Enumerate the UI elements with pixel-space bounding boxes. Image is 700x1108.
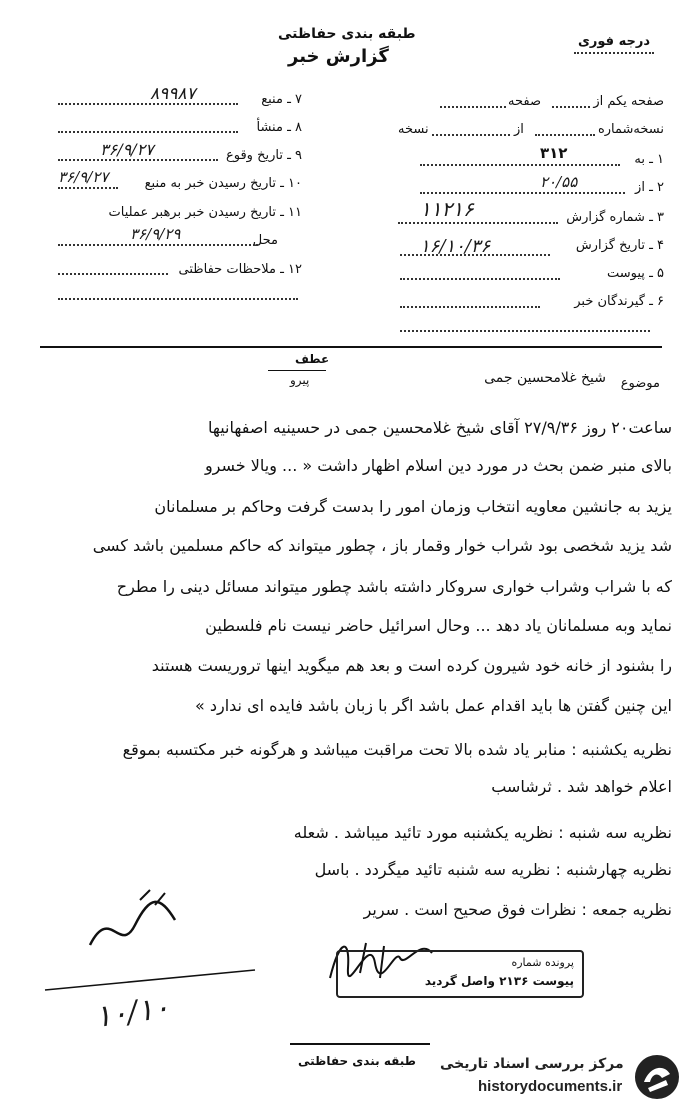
- field-report-date-value: ۱۶/۱۰/۳۶: [420, 236, 491, 257]
- field-occurrence-date: ۹ ـ تاریخ وقوع: [225, 148, 302, 163]
- stamp-line-2: پیوست ۲۱۳۶ واصل گردید: [424, 974, 574, 988]
- field-location-dots: [58, 244, 258, 246]
- body-line-2: بالای منبر ضمن بحث در مورد دین اسلام اظهار داشت « ... ویالا خسرو: [204, 456, 672, 475]
- body-line-5: که با شراب وشراب خواری سروکار داشته باشد چطور میتواند مسائل دینی را مطرح: [116, 577, 672, 596]
- field-received-by-source-dots: [58, 187, 118, 189]
- archive-website: historydocuments.ir: [478, 1078, 623, 1095]
- page-number-dots: [552, 106, 590, 108]
- field-received-by-source: ۱۰ ـ تاریخ رسیدن خبر به منبع: [144, 176, 302, 191]
- field-report-date: ۴ ـ تاریخ گزارش: [575, 238, 664, 253]
- report-title: گزارش خبر: [288, 46, 389, 67]
- field-report-number: ۳ ـ شماره گزارش: [566, 210, 664, 225]
- copy-total-dots: [432, 134, 510, 136]
- field-to-dots: [420, 164, 620, 166]
- body-line-1: ساعت۲۰ روز ۲۷/۹/۳۶ آقای شیخ غلامحسین جمی در حسینیه اصفهانیها: [207, 418, 672, 437]
- ref-label: عطف: [295, 352, 330, 366]
- opinion-friday: نظریه جمعه : نظرات فوق صحیح است . سریر: [363, 900, 672, 919]
- opinion-wednesday: نظریه چهارشنبه : نظریه سه شنبه تائید میگردد . باسل: [314, 860, 672, 879]
- field-attachment-dots: [400, 278, 560, 280]
- archive-logo: [632, 1052, 682, 1102]
- urgency-dots: [574, 52, 654, 54]
- page-number-field: صفحه یکم از: [593, 94, 664, 109]
- margin-signature: [80, 885, 190, 965]
- field-security-notes: ۱۲ ـ ملاحظات حفاظتی: [178, 262, 302, 277]
- field-report-number-dots: [398, 222, 558, 224]
- field-origin-dots: [58, 131, 238, 133]
- body-line-4: شد یزید شخصی بود شراب خوار وقمار باز ، چطور میتواند که حاکم مسلمین باشد کسی: [92, 536, 672, 555]
- classification-header: طبقه بندی حفاظتی: [278, 26, 416, 42]
- margin-underline: [40, 965, 260, 995]
- field-received-by-leader: ۱۱ ـ تاریخ رسیدن خبر برهبر عملیات: [108, 205, 302, 220]
- opinion-sunday: نظریه یکشنبه : منابر یاد شده بالا تحت مراقبت میباشد و هرگونه خبر مکتسبه بموقع: [122, 740, 672, 759]
- copy-suffix: نسخه: [398, 122, 429, 137]
- field-recipients-dots-2: [400, 330, 650, 332]
- follow-label: پیرو: [290, 373, 310, 387]
- field-location-value: ۳۶/۹/۲۹: [130, 225, 181, 243]
- field-attachment: ۵ ـ پیوست: [607, 266, 664, 281]
- body-line-6: نماید وبه مسلمانان یاد دهد ... وحال اسرائیل حاضر نیست نام فلسطین: [205, 616, 672, 635]
- copy-number-field: نسخه‌شماره: [597, 122, 664, 137]
- field-source-value: ۸۹۹۸۷: [150, 84, 196, 104]
- receipt-stamp: [336, 950, 584, 998]
- page-total-dots: [440, 106, 506, 108]
- footer-divider: [290, 1043, 430, 1045]
- field-recipients-dots: [400, 306, 540, 308]
- field-recipients: ۶ ـ گیرندگان خبر: [574, 294, 664, 309]
- subject-label: موضوع: [620, 376, 660, 391]
- subject-value: شیخ غلامحسین جمی: [484, 370, 606, 386]
- field-occurrence-date-value: ۳۶/۹/۲۷: [100, 140, 154, 159]
- field-source-dots: [58, 103, 238, 105]
- field-to: ۱ ـ به: [634, 152, 664, 167]
- footer-classification: طبقه بندی حفاظتی: [298, 1054, 416, 1068]
- field-from: ۲ ـ از: [635, 180, 664, 195]
- body-line-3: یزید به جانشین معاویه انتخاب وزمان امور را بدست گرفت وحاکم بر مسلمانان: [154, 497, 672, 516]
- field-location: محل: [252, 233, 278, 248]
- field-source: ۷ ـ منبع: [261, 92, 302, 107]
- field-to-value: ۳۱۲: [540, 144, 568, 162]
- header-divider: [40, 346, 662, 348]
- page-suffix: صفحه: [508, 94, 541, 109]
- field-from-dots: [420, 192, 625, 194]
- archive-center-name: مرکز بررسی اسناد تاریخی: [440, 1056, 624, 1072]
- body-line-7: را بشنود از خانه خود شیرون کرده است و بعد هم میگوید اینها تروریست هستند: [151, 656, 672, 675]
- copy-from: از: [514, 122, 524, 137]
- body-line-8: این چنین گفتن ها باید اقدام عمل باشد اگر با زبان باشد فایده ای ندارد »: [194, 696, 672, 715]
- opinion-sunday-cont: اعلام خواهد شد . ثرشاسب: [491, 777, 672, 796]
- field-origin: ۸ ـ منشأ: [256, 120, 302, 135]
- copy-number-dots: [535, 134, 595, 136]
- margin-date: ۱۰/۱۰: [92, 989, 172, 1036]
- field-received-by-source-value: ۳۶/۹/۲۷: [58, 168, 109, 186]
- urgency-label: درجه فوری: [578, 34, 650, 49]
- ref-divider: [268, 370, 326, 371]
- field-security-notes-dots: [58, 273, 168, 275]
- stamp-line-1: پرونده شماره: [511, 956, 574, 969]
- archive-logo-icon: [632, 1052, 682, 1102]
- opinion-tuesday: نظریه سه شنبه : نظریه یکشنبه مورد تائید میباشد . شعله: [293, 823, 672, 842]
- field-from-value: ۲۰/۵۵: [540, 173, 578, 191]
- security-notes-dots-2: [58, 298, 298, 300]
- field-occurrence-date-dots: [58, 159, 218, 161]
- field-report-number-value: ۱۱۲۱۶: [420, 197, 474, 221]
